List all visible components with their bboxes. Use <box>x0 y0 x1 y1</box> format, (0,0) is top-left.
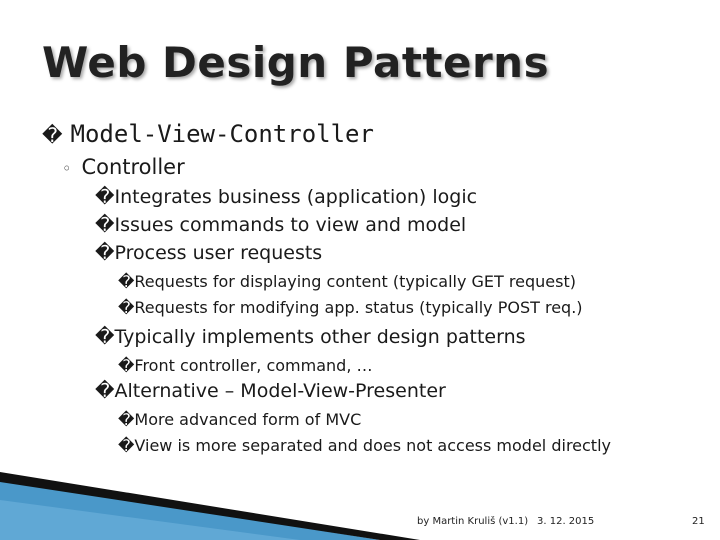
bullet-level2 <box>62 155 185 179</box>
bullet-text: Requests for modifying app. status (typically POST req.) <box>134 298 583 317</box>
bullet-level4 <box>118 356 373 375</box>
bullet-level4 <box>118 298 583 317</box>
circle-bullet-icon: ◦ <box>62 159 72 178</box>
bullet-glyph-icon: � <box>95 242 115 264</box>
bullet-text: Process user requests <box>114 242 323 264</box>
bullet-text: Front controller, command, … <box>134 356 373 375</box>
bullet-text: Issues commands to view and model <box>114 214 467 236</box>
bullet-level3 <box>95 380 446 402</box>
footer-page-number: 21 <box>692 516 705 527</box>
bullet-text: Alternative – Model-View-Presenter <box>114 380 446 402</box>
bullet-level1 <box>42 120 374 148</box>
bullet-glyph-icon: � <box>95 380 115 402</box>
bullet-glyph-icon: � <box>118 298 135 317</box>
bullet-level3 <box>95 326 526 348</box>
bullet-glyph-icon: � <box>95 214 115 236</box>
square-bullet-icon: � <box>42 123 63 147</box>
bullet-glyph-icon: � <box>118 436 135 455</box>
bullet-text: Typically implements other design patterns <box>114 326 526 348</box>
bullet-level4 <box>118 272 576 291</box>
bullet-text: View is more separated and does not access model directly <box>134 436 611 455</box>
slide-title: Web Design Patterns <box>42 38 550 87</box>
bullet-level3 <box>95 186 477 208</box>
bullet-text: Integrates business (application) logic <box>114 186 478 208</box>
bullet-glyph-icon: � <box>118 356 135 375</box>
footer-author: by Martin Kruliš (v1.1) <box>417 516 529 527</box>
bullet-text: Controller <box>81 155 185 179</box>
bullet-glyph-icon: � <box>95 326 115 348</box>
bullet-level3 <box>95 242 322 264</box>
bullet-glyph-icon: � <box>118 410 135 429</box>
bullet-text: More advanced form of MVC <box>134 410 362 429</box>
corner-swoosh-decoration <box>0 420 720 540</box>
bullet-level3 <box>95 214 466 236</box>
footer-date: 3. 12. 2015 <box>537 516 595 527</box>
bullet-text: Requests for displaying content (typically GET request) <box>134 272 576 291</box>
bullet-glyph-icon: � <box>95 186 115 208</box>
bullet-glyph-icon: � <box>118 272 135 291</box>
bullet-text: Model-View-Controller <box>70 120 374 148</box>
